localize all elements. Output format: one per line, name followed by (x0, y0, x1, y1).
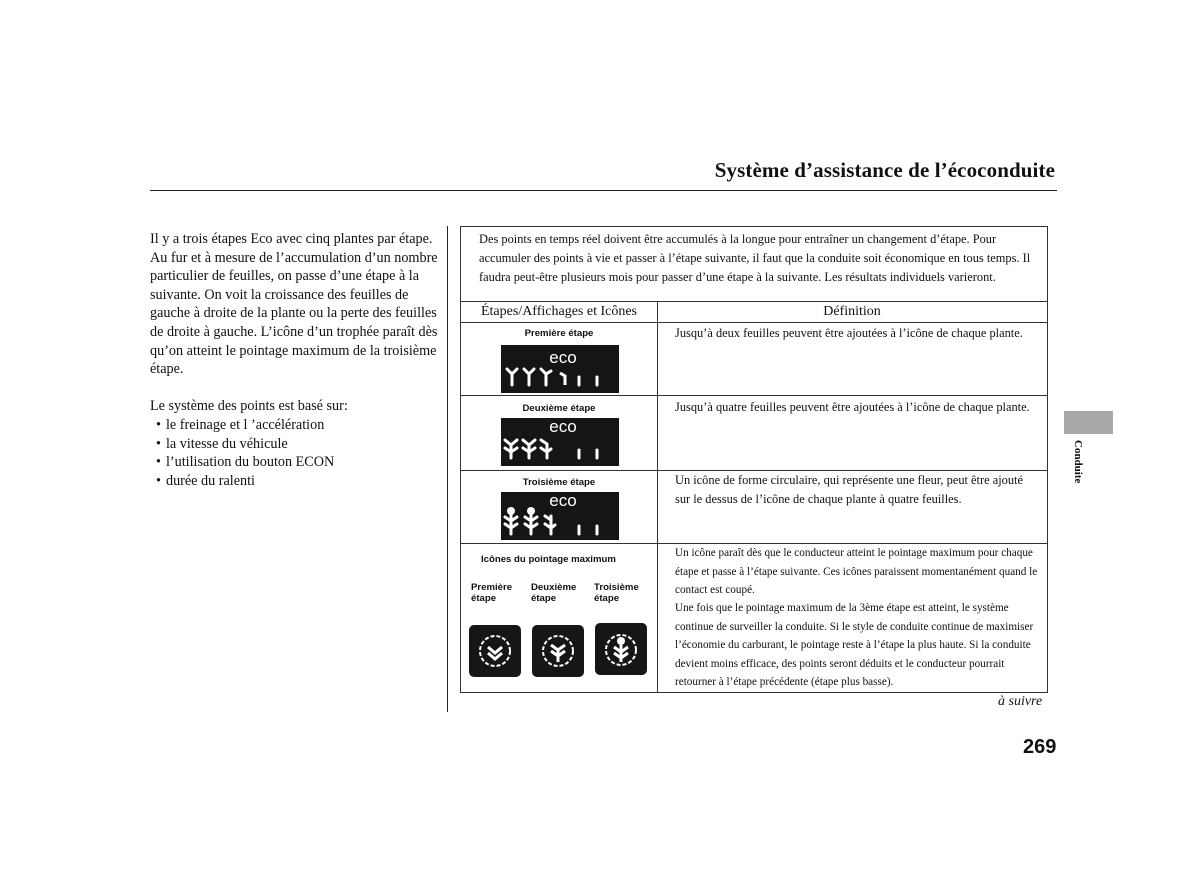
max-definition-1: Un icône paraît dès que le conducteur atteint le pointage maximum pour chaque étape et passe à l’étape suivante. Ces icônes paraissent momentanément quand le contact est coupé. (675, 547, 1038, 597)
points-basis-list (150, 416, 440, 490)
trophy-stage3-icon (595, 623, 647, 675)
list-item: • l’utilisation du bouton ECON (156, 453, 440, 472)
col2-header: Définition (823, 304, 881, 319)
svg-text:eco: eco (549, 492, 577, 510)
eco-display-stage2 (501, 418, 619, 466)
svg-text:eco: eco (549, 348, 577, 367)
table-intro: Des points en temps réel doivent être accumulés à la longue pour entraîner un changement d’étape. Pour accumuler des points à vie et passer à l’étape suivante, il faut que la conduite soit économique en tous temps. Il faudra peut-être plusieurs mois pour passer d’une étape à la suivante. Les résultats individuels varieront. (479, 232, 1031, 284)
stage-label: Première étape (524, 328, 594, 339)
svg-text:eco: eco (549, 418, 577, 436)
trophy-stage1-icon (469, 625, 521, 677)
table-row (461, 544, 1047, 692)
section-side-label: Conduite (1072, 440, 1084, 484)
list-item: • durée du ralenti (156, 472, 440, 491)
max-icons-label: Icônes du pointage maximum (481, 554, 616, 565)
trophy-stage2-icon (532, 625, 584, 677)
stage-label: Deuxième étape (522, 403, 596, 414)
list-item: • le freinage et l ’accélération (156, 416, 440, 435)
list-item: • la vitesse du véhicule (156, 435, 440, 454)
intro-paragraph: Il y a trois étapes Eco avec cinq plantes par étape. Au fur et à mesure de l’accumulation d’un nombre particulier de feuilles, on passe d’une étape à la suivante. On voit la croissance des feuilles de gauche à droite de la plante ou la perte des feuilles de droite à gauche. L’icône d’un trophée paraît dès qu’on atteint le pointage maximum de la troisième étape. (150, 231, 438, 378)
page-number: 269 (1023, 736, 1057, 758)
stage-definition: Un icône de forme circulaire, qui représente une fleur, peut être ajouté sur le dessus de l’icône de chaque plante à quatre feuilles. (675, 473, 1023, 506)
column-divider (447, 226, 448, 712)
stage-definition: Jusqu’à deux feuilles peuvent être ajoutées à l’icône de chaque plante. (675, 326, 1023, 340)
left-column (150, 230, 440, 490)
stages-table (460, 226, 1048, 693)
max-definition-2: Une fois que le pointage maximum de la 3ème étape est atteint, le système continue de surveiller la conduite. Si le style de conduite continue de maximiser l’économie du carburant, le pointage reste à l’étape la plus haute. Si la conduite devient moins efficace, des points seront déduits et le conducteur pourrait retourner à l’étape précédente (étape plus basse). (675, 602, 1034, 689)
stage-definition: Jusqu’à quatre feuilles peuvent être ajoutées à l’icône de chaque plante. (675, 400, 1030, 414)
points-basis-paragraph: Le système des points est basé sur: (150, 398, 348, 415)
max-sub-label-2: Deuxième étape (531, 582, 577, 604)
max-sub-label-3: Troisième étape (594, 582, 639, 604)
table-header (461, 301, 1047, 323)
table-row (461, 471, 1047, 543)
table-row (461, 322, 1047, 395)
page-title: Système d’assistance de l’écoconduite (714, 158, 1055, 182)
eco-display-stage3 (501, 492, 619, 540)
table-row (461, 396, 1047, 470)
col1-header: Étapes/Affichages et Icônes (480, 304, 637, 319)
eco-display-stage1 (501, 345, 619, 393)
section-tab (1064, 411, 1113, 434)
title-rule (150, 190, 1057, 191)
continued-label: à suivre (998, 694, 1043, 709)
max-sub-label-1: Première étape (471, 582, 513, 604)
stage-label: Troisième étape (522, 477, 596, 488)
